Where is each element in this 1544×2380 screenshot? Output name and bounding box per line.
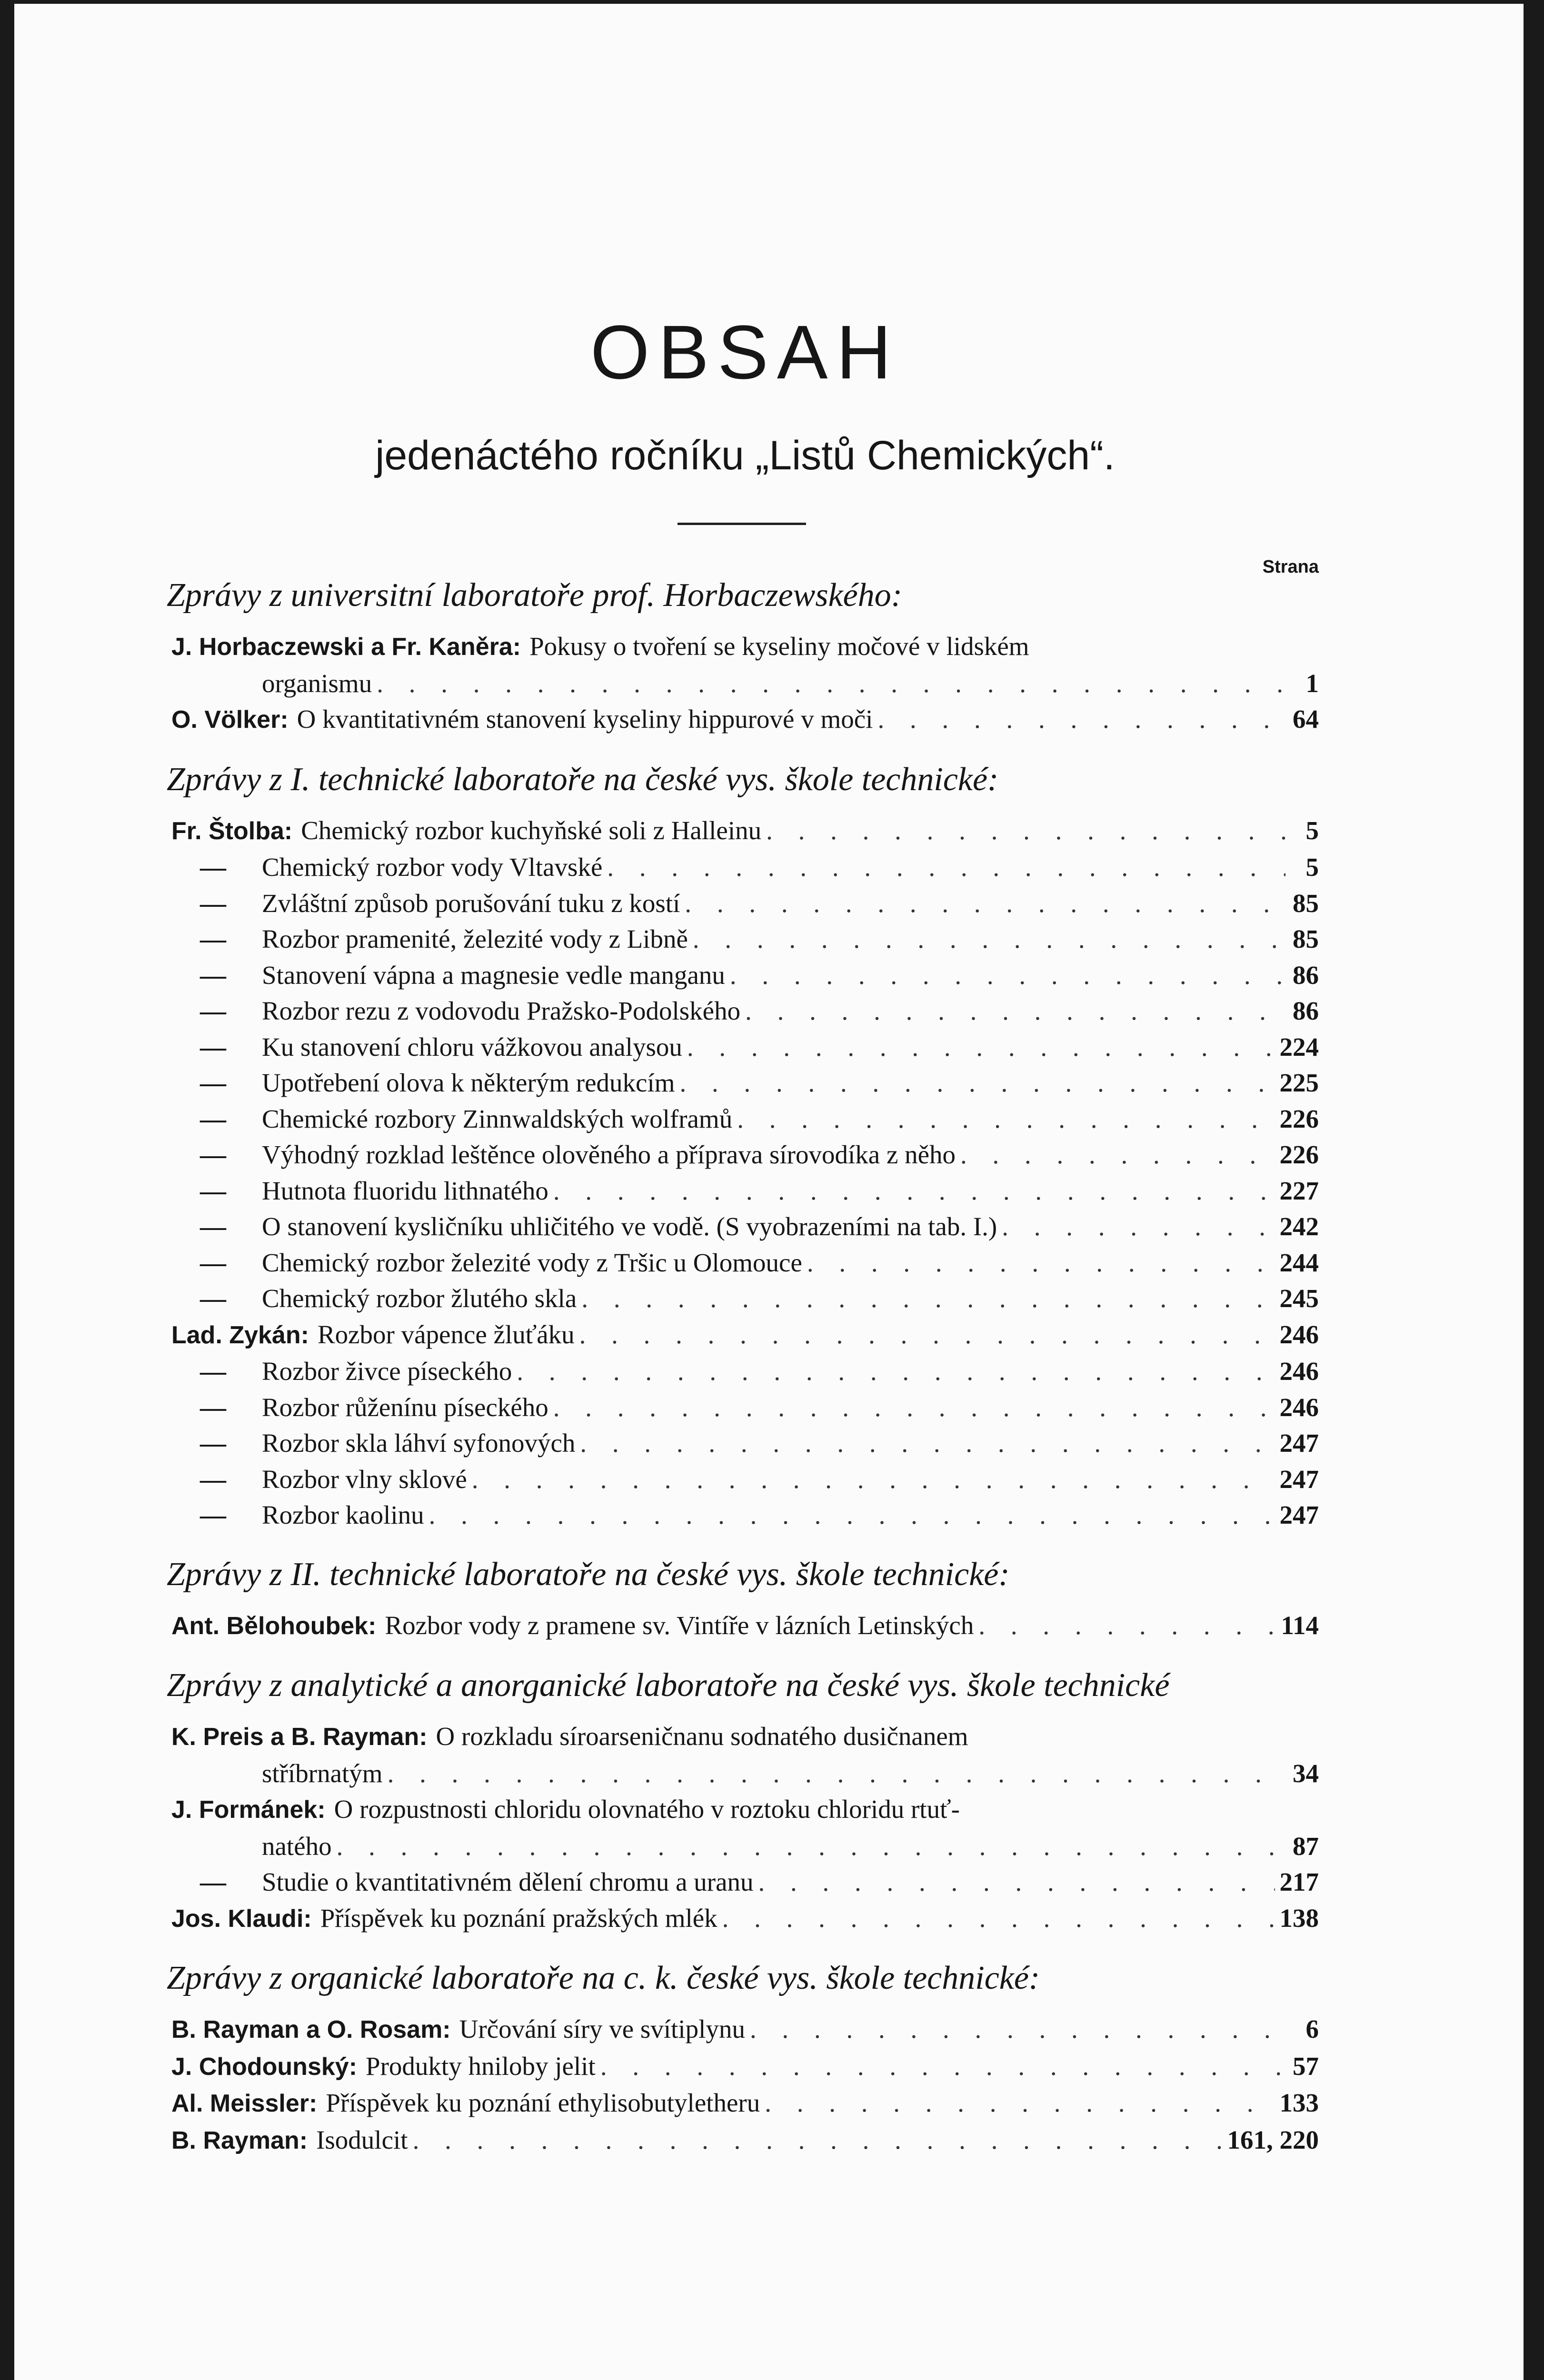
entry-page-number: 138	[1279, 1903, 1319, 1933]
entry-dash: —	[200, 1068, 226, 1097]
entry-page-number: 86	[1293, 996, 1319, 1025]
entry-author: Ant. Bělohoubek:	[171, 1612, 377, 1640]
toc-entry	[171, 1900, 1319, 1937]
toc-entry	[171, 1607, 1319, 1645]
entry-title: Výhodný rozklad leštěnce olověného a příprava sírovodíka z něho	[262, 1140, 956, 1169]
toc-entry	[171, 2122, 1319, 2159]
toc-section	[167, 1958, 1319, 2159]
dot-leader	[580, 1425, 1275, 1461]
toc-section	[167, 1554, 1319, 1645]
dot-leader	[607, 849, 1285, 885]
dot-leader	[960, 1137, 1275, 1173]
title-rule	[677, 523, 806, 525]
entry-page-number: 5	[1305, 853, 1319, 882]
entry-author: B. Rayman a O. Rosam:	[171, 2016, 451, 2043]
entry-page-number: 5	[1305, 815, 1319, 845]
entry-title: Rozbor skla láhví syfonových	[262, 1428, 576, 1458]
entry-author: J. Chodounský:	[171, 2053, 358, 2081]
entry-page-number: 57	[1293, 2051, 1319, 2081]
entry-title: Hutnota fluoridu lithnatého	[262, 1176, 548, 1205]
toc-entry	[171, 1461, 1319, 1497]
dot-leader	[472, 1461, 1275, 1497]
entry-title: O rozpustnosti chloridu olovnatého v roztoku chloridu rtuť-	[334, 1795, 960, 1824]
dot-leader	[722, 1900, 1275, 1936]
entry-author: J. Horbaczewski a Fr. Kaněra:	[171, 633, 521, 661]
toc-entry	[171, 957, 1319, 993]
entry-title: Příspěvek ku poznání pražských mlék	[320, 1903, 717, 1933]
entry-dash: —	[200, 924, 226, 953]
entry-dash: —	[200, 996, 226, 1025]
entry-dash: —	[200, 853, 226, 882]
dot-leader	[553, 1173, 1275, 1209]
entry-author: O. Völker:	[171, 706, 289, 734]
dot-leader	[758, 1864, 1275, 1900]
page-subtitle: jedenáctého ročníku „Listů Chemických“.	[375, 433, 1115, 478]
entry-dash: —	[200, 1284, 226, 1313]
dot-leader	[807, 1245, 1275, 1281]
toc-entry	[171, 813, 1319, 850]
toc-entry-continuation	[171, 665, 1319, 702]
entry-title: Pokusy o tvoření se kyseliny močové v lidském	[529, 632, 1029, 661]
entry-author: Jos. Klaudi:	[171, 1904, 312, 1933]
entry-page-number: 217	[1279, 1867, 1319, 1896]
dot-leader	[766, 813, 1285, 849]
entry-page-number: 1	[1305, 668, 1319, 698]
entry-title: Rozbor živce píseckého	[262, 1357, 512, 1386]
entry-page-number: 227	[1279, 1176, 1319, 1205]
entry-title: Rozbor vlny sklové	[262, 1464, 467, 1494]
entry-dash: —	[200, 888, 226, 918]
dot-leader	[687, 1029, 1275, 1065]
dot-leader	[600, 2048, 1285, 2084]
toc-section	[167, 1665, 1319, 1937]
entry-title: Rozbor vápence žluťáku	[317, 1319, 575, 1349]
entry-page-number: 224	[1279, 1032, 1319, 1061]
entry-page-number: 161, 220	[1227, 2125, 1319, 2154]
entry-page-number: 225	[1279, 1068, 1319, 1097]
entry-page-number: 246	[1279, 1319, 1319, 1349]
entry-page-number: 85	[1293, 888, 1319, 918]
dot-leader	[978, 1607, 1276, 1644]
entry-title-continued: stříbrnatým	[262, 1758, 383, 1788]
section-heading: Zprávy z I. technické laboratoře na české vys. škole technické:	[167, 761, 999, 798]
entry-dash: —	[200, 1212, 226, 1241]
dot-leader	[750, 2011, 1285, 2047]
entry-title: Isodulcit	[316, 2125, 408, 2154]
entry-author: B. Rayman:	[171, 2126, 308, 2154]
entry-dash: —	[200, 1176, 226, 1205]
toc-entry	[171, 1101, 1319, 1137]
toc-entry	[171, 1791, 1319, 1828]
toc-entry-continuation	[171, 1755, 1319, 1792]
entry-title: Určování síry ve svítiplynu	[459, 2014, 745, 2043]
dot-leader	[877, 701, 1285, 737]
dot-leader	[685, 885, 1285, 922]
entry-title: Ku stanovení chloru vážkovou analysou	[262, 1032, 682, 1061]
entry-page-number: 87	[1293, 1831, 1319, 1861]
entry-author: Lad. Zykán:	[171, 1321, 309, 1349]
entry-dash: —	[200, 1428, 226, 1458]
entry-title: Studie o kvantitativném dělení chromu a uranu	[262, 1867, 754, 1896]
entry-title: O stanovení kysličníku uhličitého ve vodě. (S vyobrazeními na tab. I.)	[262, 1212, 997, 1241]
entry-title: O kvantitativném stanovení kyseliny hippurové v moči	[297, 704, 873, 734]
entry-dash: —	[200, 1248, 226, 1277]
entry-dash: —	[200, 1032, 226, 1061]
toc-entry	[171, 885, 1319, 922]
entry-page-number: 244	[1279, 1248, 1319, 1277]
entry-title: Chemický rozbor žlutého skla	[262, 1284, 577, 1313]
toc-entry	[171, 1497, 1319, 1533]
toc-entry	[171, 1280, 1319, 1317]
entry-title: Rozbor pramenité, železité vody z Libně	[262, 924, 688, 953]
toc-entry	[171, 1209, 1319, 1245]
dot-leader	[737, 1101, 1275, 1137]
entry-title: Chemický rozbor kuchyňské soli z Halleinu	[301, 815, 762, 845]
page-title: OBSAH	[590, 309, 900, 395]
dot-leader	[680, 1065, 1275, 1101]
entry-title: Zvláštní způsob porušování tuku z kostí	[262, 888, 680, 918]
toc-entry	[171, 1864, 1319, 1900]
entry-title-continued: natého	[262, 1831, 332, 1861]
entry-page-number: 114	[1281, 1610, 1319, 1640]
toc-entry	[171, 2048, 1319, 2085]
entry-title: Chemický rozbor železité vody z Tršic u Olomouce	[262, 1248, 802, 1277]
entry-page-number: 226	[1279, 1140, 1319, 1169]
entry-page-number: 64	[1293, 704, 1319, 734]
toc-section	[167, 575, 1319, 738]
dot-leader	[337, 1828, 1285, 1864]
entry-dash: —	[200, 1500, 226, 1529]
section-heading: Zprávy z analytické a anorganické laboratoře na české vys. škole technické	[167, 1667, 1170, 1704]
toc-entry	[171, 1029, 1319, 1065]
document-page	[14, 4, 1524, 2380]
entry-title: Chemický rozbor vody Vltavské	[262, 853, 603, 882]
entry-title: Chemické rozbory Zinnwaldských wolframů	[262, 1104, 733, 1133]
entry-dash: —	[200, 1464, 226, 1494]
toc-entry	[171, 2011, 1319, 2048]
entry-page-number: 85	[1293, 924, 1319, 953]
dot-leader	[730, 957, 1285, 993]
toc-entry	[171, 1317, 1319, 1354]
entry-page-number: 226	[1279, 1104, 1319, 1133]
entry-page-number: 133	[1279, 2088, 1319, 2117]
toc-entry	[171, 1353, 1319, 1389]
entry-page-number: 246	[1279, 1392, 1319, 1422]
entry-dash: —	[200, 1104, 226, 1133]
entry-title: Rozbor vody z pramene sv. Vintíře v lázních Letinských	[385, 1610, 974, 1640]
entry-dash: —	[200, 1867, 226, 1896]
entry-page-number: 247	[1279, 1464, 1319, 1494]
entry-page-number: 34	[1293, 1758, 1319, 1788]
entry-page-number: 86	[1293, 960, 1319, 990]
entry-page-number: 246	[1279, 1357, 1319, 1386]
entry-dash: —	[200, 1140, 226, 1169]
toc-entry-continuation	[171, 1828, 1319, 1864]
dot-leader	[429, 1497, 1275, 1533]
entry-title: Příspěvek ku poznání ethylisobutyletheru	[326, 2088, 760, 2117]
toc-entry	[171, 628, 1319, 665]
entry-title: Rozbor rezu z vodovodu Pražsko-Podolského	[262, 996, 741, 1025]
dot-leader	[377, 665, 1285, 702]
dot-leader	[517, 1353, 1275, 1389]
dot-leader	[745, 993, 1285, 1029]
toc-entry	[171, 2085, 1319, 2122]
dot-leader	[1002, 1209, 1275, 1245]
entry-dash: —	[200, 1392, 226, 1422]
toc-entry	[171, 1245, 1319, 1281]
entry-author: J. Formánek:	[171, 1796, 326, 1824]
toc-entry	[171, 1425, 1319, 1461]
entry-page-number: 247	[1279, 1428, 1319, 1458]
entry-dash: —	[200, 960, 226, 990]
toc-section	[167, 759, 1319, 1533]
page-column-label: Strana	[1262, 557, 1319, 577]
section-heading: Zprávy z universitní laboratoře prof. Horbaczewského:	[167, 577, 903, 614]
dot-leader	[553, 1389, 1275, 1426]
dot-leader	[765, 2085, 1275, 2121]
toc-entry	[171, 921, 1319, 957]
entry-title: Rozbor růženínu píseckého	[262, 1392, 548, 1422]
table-of-contents	[167, 575, 1319, 2180]
toc-entry	[171, 1137, 1319, 1173]
entry-page-number: 6	[1305, 2014, 1319, 2043]
entry-title: O rozkladu síroarseničnanu sodnatého dusičnanem	[436, 1722, 968, 1751]
toc-entry	[171, 1173, 1319, 1209]
entry-author: K. Preis a B. Rayman:	[171, 1723, 428, 1751]
entry-title-continued: organismu	[262, 668, 372, 698]
entry-title: Produkty hniloby jelit	[366, 2051, 596, 2081]
toc-entry	[171, 701, 1319, 738]
dot-leader	[579, 1317, 1275, 1353]
section-heading: Zprávy z II. technické laboratoře na české vys. škole technické:	[167, 1556, 1010, 1593]
entry-title: Rozbor kaolinu	[262, 1500, 424, 1529]
entry-title: Stanovení vápna a magnesie vedle manganu	[262, 960, 725, 990]
entry-page-number: 245	[1279, 1284, 1319, 1313]
dot-leader	[693, 921, 1285, 957]
toc-entry	[171, 1065, 1319, 1101]
toc-entry	[171, 1389, 1319, 1426]
entry-dash: —	[200, 1357, 226, 1386]
entry-author: Fr. Štolba:	[171, 817, 293, 845]
toc-entry	[171, 993, 1319, 1029]
entry-page-number: 242	[1279, 1212, 1319, 1241]
entry-page-number: 247	[1279, 1500, 1319, 1529]
entry-title: Upotřebení olova k některým redukcím	[262, 1068, 675, 1097]
toc-entry	[171, 849, 1319, 885]
dot-leader	[581, 1280, 1275, 1317]
dot-leader	[388, 1755, 1285, 1792]
entry-author: Al. Meissler:	[171, 2090, 318, 2117]
dot-leader	[413, 2122, 1223, 2158]
section-heading: Zprávy z organické laboratoře na c. k. české vys. škole technické:	[167, 1960, 1040, 1996]
toc-entry	[171, 1718, 1319, 1755]
